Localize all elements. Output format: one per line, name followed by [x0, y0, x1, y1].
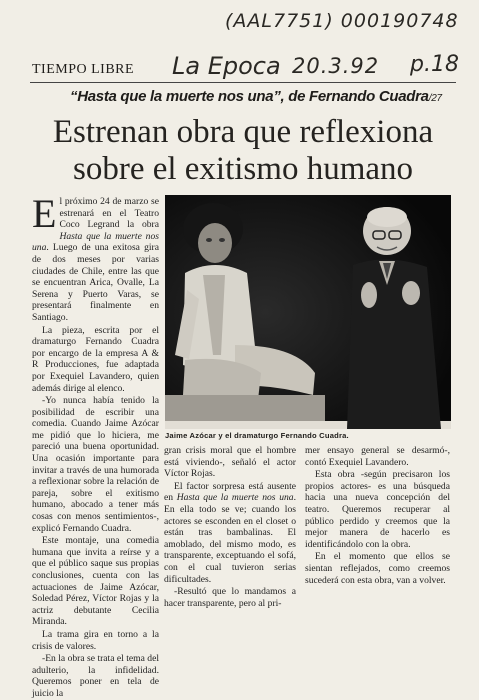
- article-column-3: [305, 445, 450, 586]
- article-paragraph: Este montaje, una comedia humana que invita a reírse y a que el público saque sus propias conclusiones, cuenta con las actuaciones de Jaime Azócar, Soledad Pérez, Víctor Rojas y la actriz debutante Cecilia Miranda.: [32, 535, 159, 628]
- drop-cap: E: [32, 191, 57, 236]
- article-paragraph: [32, 191, 159, 324]
- page-annotation: p.18: [410, 52, 459, 77]
- paragraph-text: El factor sorpresa está ausente en: [164, 480, 296, 504]
- kicker-note: /27: [428, 93, 442, 104]
- play-title: Hasta que la muerte nos una: [32, 230, 159, 254]
- kicker: [70, 88, 450, 105]
- play-title: Hasta que la muerte nos una: [176, 492, 294, 504]
- kicker-text: “Hasta que la muerte nos una”, de Fernando Cuadra: [70, 88, 429, 105]
- article-paragraph: mer ensayo general se desarmó-, contó Exequiel Lavandero.: [305, 445, 450, 468]
- article-paragraph: La pieza, escrita por el dramaturgo Fernando Cuadra por encargo de la empresa A & R Producciones, fue adaptada por Exequiel Lavandero, quien además dirige al elenco.: [32, 324, 159, 394]
- article-paragraph: La trama gira en torno a la crisis de valores.: [32, 628, 159, 652]
- article-paragraph: -Resultó que lo mandamos a hacer transparente, pero al pri-: [164, 586, 296, 609]
- photo-caption: Jaime Azócar y el dramaturgo Fernando Cuadra.: [165, 431, 349, 440]
- article-paragraph: [164, 481, 296, 585]
- article-column-1: [32, 191, 159, 700]
- article-paragraph: Esta obra -según precisaron los propios actores- es una búsqueda hacia una nueva concepción del teatro. Queremos recuperar al público perdido y creemos que la mejor manera de hacerlo es identificándolo con la obra.: [305, 469, 450, 550]
- paragraph-text: . En ella todo se ve; cuando los actores se esconden en el closet o están tras bambalinas. El amoblado, del mismo modo, es transparente, exceptuando el sofá, con el cual tuvieron serias dificultades.: [164, 492, 296, 585]
- article-paragraph: En el momento que ellos se sientan reflejados, como creemos sucederá con esta obra, van a volver.: [305, 551, 450, 586]
- headline: [30, 114, 456, 188]
- article-paragraph: gran crisis moral que el hombre está viviendo-, señaló el actor Víctor Rojas.: [164, 445, 296, 480]
- section-label: TIEMPO LIBRE: [32, 62, 135, 77]
- headline-line-1: Estrenan obra que reflexiona: [52, 114, 434, 150]
- article-column-2: [164, 445, 296, 609]
- headline-line-2: sobre el exitismo humano: [72, 151, 414, 187]
- photo-illustration: [165, 195, 451, 429]
- date-annotation: 20.3.92: [292, 54, 380, 78]
- source-annotation: La Epoca: [172, 52, 281, 80]
- article-photo: [165, 195, 451, 429]
- paragraph-text: . Luego de una exitosa gira de dos meses por varias ciudades de Chile, entre las que se encuentran Arica, Ovalle, La Serena y Puerto Varas, se presentará finalmente en Santiago.: [32, 242, 159, 323]
- paragraph-text: l próximo 24 de marzo se estrenará en el Teatro Coco Legrand la obra: [59, 196, 159, 231]
- article-paragraph: -En la obra se trata el tema del adulterio, la infidelidad. Queremos poner en tela de juicio la: [32, 653, 159, 699]
- catalog-number-annotation: (AAL7751) 000190748: [225, 10, 459, 32]
- section-rule: [30, 82, 456, 83]
- article-paragraph: -Yo nunca había tenido la posibilidad de escribir una comedia. Cuando Jaime Azócar me pidió que lo hiciera, me pareció una buena oportunidad. Una ocasión importante para invitar a través de una humorada a reflexionar sobre la relación de pareja, sobre el exitismo humano, abocado a tener más cosas con menos sentimientos-, explicó Fernando Cuadra.: [32, 395, 159, 534]
